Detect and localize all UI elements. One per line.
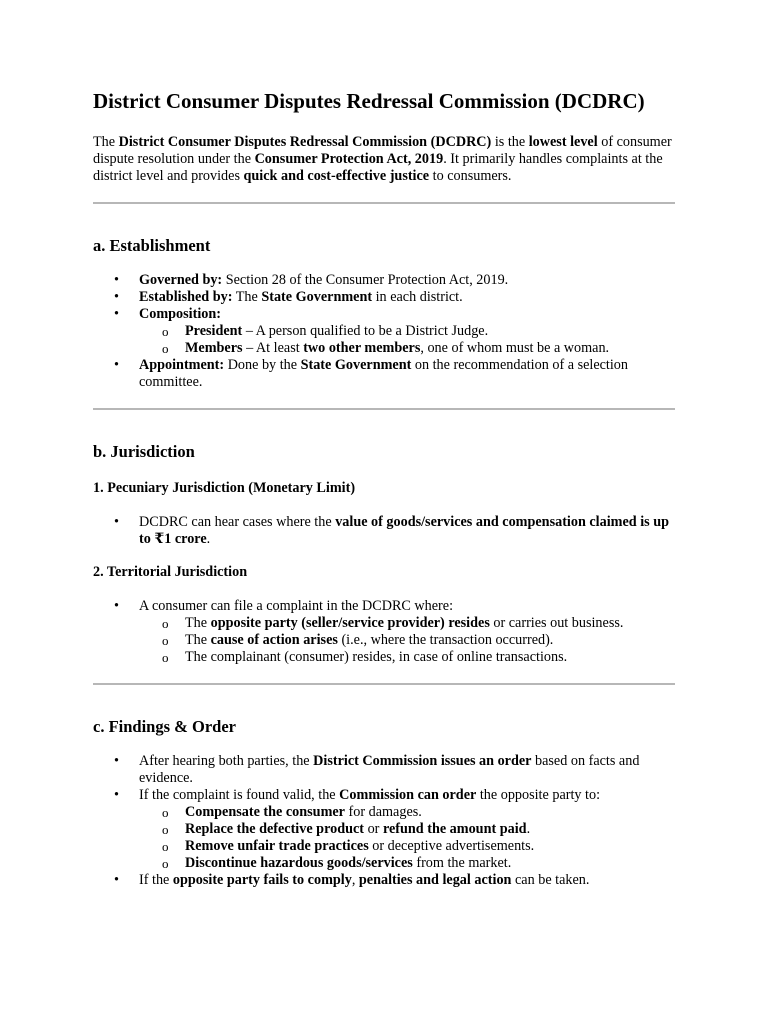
item-bold: value of goods/services and compensation claimed is up to ₹1 crore: [139, 514, 670, 547]
item-text: The: [185, 615, 211, 631]
intro-paragraph: [93, 134, 675, 185]
territorial-sublist: [139, 615, 675, 666]
item-bold: State Government: [300, 357, 412, 373]
divider: [93, 408, 675, 410]
list-item: [93, 357, 675, 391]
divider: [93, 683, 675, 685]
item-label: Appointment:: [139, 357, 225, 373]
item-bold: Discontinue hazardous goods/services: [185, 855, 413, 871]
item-text: , one of whom must be a woman.: [420, 340, 610, 356]
item-bold: refund the amount paid: [382, 821, 527, 837]
findings-list: [93, 753, 675, 889]
item-text: If the complaint is found valid, the: [139, 787, 340, 803]
intro-text: of consumer dispute resolution under the: [93, 134, 672, 167]
item-bold: Compensate the consumer: [185, 804, 345, 820]
intro-text: is the: [491, 134, 529, 150]
list-item: [93, 289, 675, 306]
item-bold: two other members: [303, 340, 421, 356]
section-heading-jurisdiction: b. Jurisdiction: [93, 442, 195, 461]
intro-bold: quick and cost-effective justice: [243, 168, 430, 184]
item-bold: opposite party fails to comply: [172, 872, 352, 888]
item-bold: opposite party (seller/service provider) resides: [210, 615, 490, 631]
item-text: in each district.: [372, 289, 463, 305]
item-text: or deceptive advertisements.: [368, 838, 535, 854]
intro-text: to consumers.: [429, 168, 512, 184]
list-item: [93, 272, 675, 289]
item-label: President: [185, 323, 243, 339]
intro-bold: Consumer Protection Act, 2019: [254, 151, 444, 167]
sublist-item: [139, 649, 675, 666]
item-bold: District Commission issues an order: [313, 753, 532, 769]
item-label: Composition:: [139, 306, 221, 322]
item-bold: Commission can order: [339, 787, 477, 803]
item-text: The complainant (consumer) resides, in case of online transactions.: [185, 649, 568, 665]
list-item: [93, 598, 675, 666]
intro-text: . It primarily handles complaints at the district level and provides: [93, 151, 663, 184]
subsection-heading-territorial: 2. Territorial Jurisdiction: [93, 564, 248, 580]
item-text: ,: [351, 872, 359, 888]
pecuniary-list: [93, 514, 675, 548]
item-text: If the: [139, 872, 173, 888]
list-item: [93, 872, 675, 889]
item-text: A consumer can file a complaint in the DCDRC where:: [139, 598, 454, 614]
item-text: from the market.: [412, 855, 512, 871]
intro-text: The: [93, 134, 119, 150]
item-text: DCDRC can hear cases where the: [139, 514, 336, 530]
item-text: Section 28 of the Consumer Protection Act, 2019.: [222, 272, 509, 288]
sublist-item: [139, 855, 675, 872]
findings-sublist: [139, 804, 675, 872]
sublist-item: [139, 340, 675, 357]
item-text: for damages.: [344, 804, 422, 820]
item-bold: Replace the defective product: [185, 821, 365, 837]
establishment-list: [93, 272, 675, 391]
intro-bold: District Consumer Disputes Redressal Commission (DCDRC): [118, 134, 492, 150]
item-text: After hearing both parties, the: [139, 753, 314, 769]
item-text: Done by the: [224, 357, 301, 373]
item-label: Members: [185, 340, 243, 356]
item-bold: Remove unfair trade practices: [185, 838, 369, 854]
item-bold: State Government: [261, 289, 373, 305]
composition-sublist: [139, 323, 675, 357]
sublist-item: [139, 804, 675, 821]
list-item: [93, 787, 675, 872]
page-title: District Consumer Disputes Redressal Commission (DCDRC): [93, 89, 645, 113]
territorial-list: [93, 598, 675, 666]
item-text: – At least: [242, 340, 304, 356]
section-heading-establishment: a. Establishment: [93, 236, 211, 255]
list-item: [93, 753, 675, 787]
list-item: [93, 306, 675, 357]
intro-bold: lowest level: [528, 134, 598, 150]
item-label: Established by:: [139, 289, 233, 305]
divider: [93, 202, 675, 204]
subsection-heading-pecuniary: 1. Pecuniary Jurisdiction (Monetary Limit): [93, 480, 356, 496]
item-text: .: [206, 531, 211, 547]
item-text: (i.e., where the transaction occurred).: [337, 632, 554, 648]
item-text: The: [232, 289, 262, 305]
item-text: the opposite party to:: [476, 787, 601, 803]
item-text: .: [526, 821, 531, 837]
section-heading-findings: c. Findings & Order: [93, 717, 236, 736]
item-text: based on facts and evidence.: [139, 753, 640, 786]
item-text: can be taken.: [511, 872, 590, 888]
item-text: or carries out business.: [489, 615, 624, 631]
sublist-item: [139, 323, 675, 340]
sublist-item: [139, 838, 675, 855]
list-item: [93, 514, 675, 548]
sublist-item: [139, 615, 675, 632]
sublist-item: [139, 632, 675, 649]
item-bold: cause of action arises: [210, 632, 338, 648]
item-text: The: [185, 632, 211, 648]
item-label: Governed by:: [139, 272, 223, 288]
sublist-item: [139, 821, 675, 838]
item-bold: penalties and legal action: [358, 872, 512, 888]
item-text: or: [364, 821, 383, 837]
item-text: – A person qualified to be a District Judge.: [242, 323, 489, 339]
item-text: on the recommendation of a selection committee.: [139, 357, 628, 390]
